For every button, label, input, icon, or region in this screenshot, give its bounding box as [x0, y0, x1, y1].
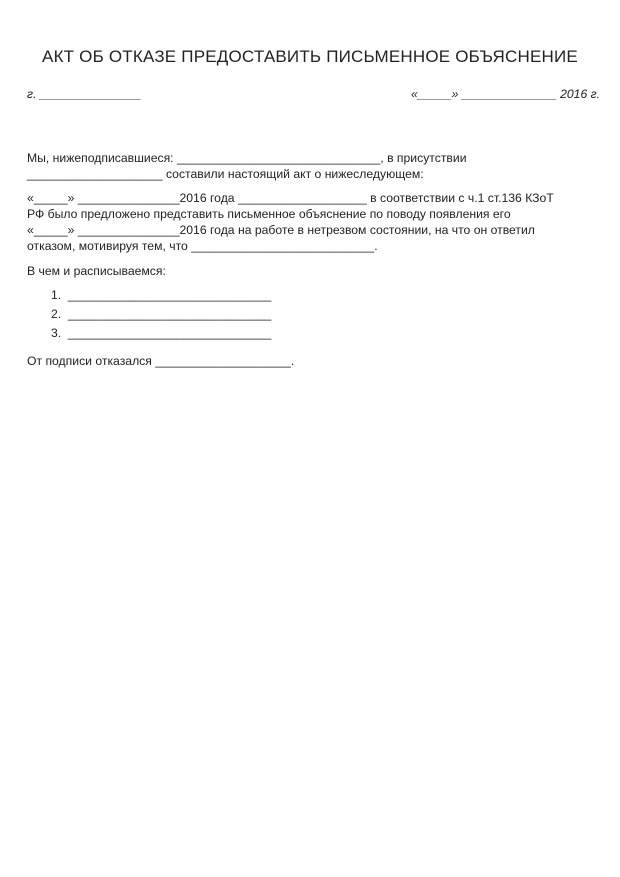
signature-line-1: 1. ______________________________: [51, 288, 272, 302]
body-line-appearance: «_____» _______________2016 года на работе в нетрезвом состоянии, на что он ответил: [27, 223, 535, 237]
sign-intro: В чем и расписываемся:: [27, 264, 166, 278]
date-line: «_____» ______________ 2016 г.: [411, 87, 601, 101]
body-line-signers: Мы, нижеподписавшиеся: ______________________________, в присутствии: [27, 151, 467, 165]
refusal-line: От подписи отказался ____________________.: [27, 354, 295, 368]
signature-line-3: 3. ______________________________: [51, 326, 272, 340]
body-line-date-article: «_____» _______________2016 года ___________________ в соответствии с ч.1 ст.136 КЗоТ: [27, 191, 554, 205]
body-line-refusal-reason: отказом, мотивируя тем, что ___________________________.: [27, 239, 378, 253]
body-line-compiled: ____________________ составили настоящий акт о нижеследующем:: [27, 167, 424, 181]
document-title: АКТ ОБ ОТКАЗЕ ПРЕДОСТАВИТЬ ПИСЬМЕННОЕ ОБЪЯСНЕНИЕ: [42, 47, 578, 66]
body-line-proposed: РФ было предложено представить письменное объяснение по поводу появления его: [27, 207, 511, 221]
city-line: г. _______________: [27, 87, 142, 101]
signature-line-2: 2. ______________________________: [51, 307, 272, 321]
